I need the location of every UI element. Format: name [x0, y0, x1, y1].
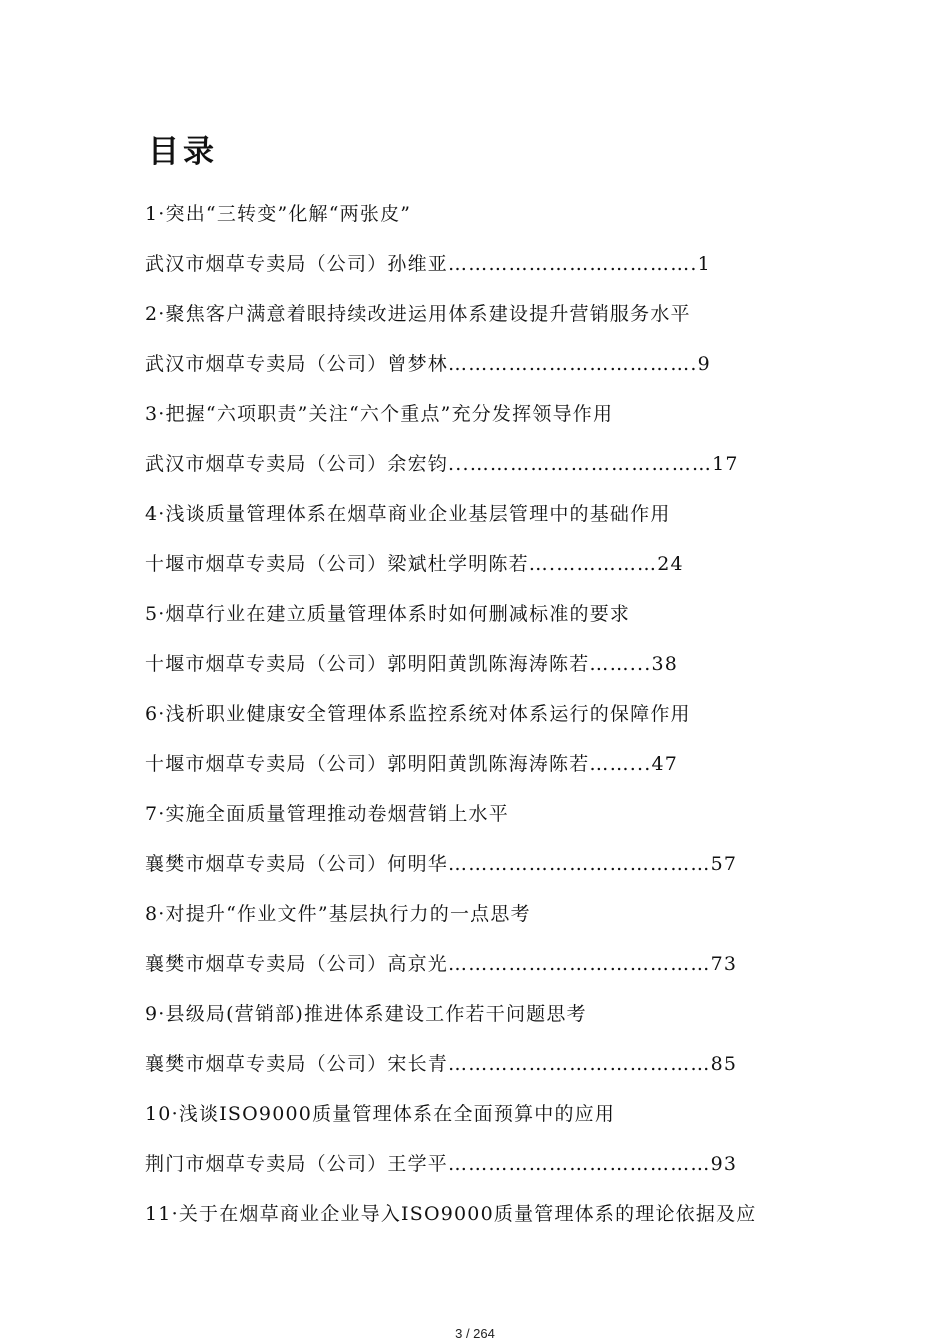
- toc-entry-2-byline: 武汉市烟草专卖局（公司）曾梦林……………………………….9: [145, 353, 711, 375]
- toc-entry-1-title[interactable]: 1·突出“三转变”化解“两张皮”: [145, 203, 412, 225]
- toc-entry-3-title[interactable]: 3·把握“六项职责”关注“六个重点”充分发挥领导作用: [145, 403, 614, 425]
- toc-entry-6-byline: 十堰市烟草专卖局（公司）郭明阳黄凯陈海涛陈若……...47: [145, 753, 679, 775]
- page-number: 3 / 264: [455, 1326, 495, 1341]
- toc-heading: 目录: [148, 134, 218, 170]
- toc-entry-5-title[interactable]: 5·烟草行业在建立质量管理体系时如何删减标准的要求: [145, 603, 631, 625]
- toc-entry-10-title[interactable]: 10·浅谈ISO9000质量管理体系在全面预算中的应用: [145, 1103, 616, 1125]
- toc-entry-9-byline: 襄樊市烟草专卖局（公司）宋长青…………………………………85: [145, 1053, 738, 1075]
- toc-entry-1-byline: 武汉市烟草专卖局（公司）孙维亚……………………………….1: [145, 253, 711, 275]
- toc-entry-7-title[interactable]: 7·实施全面质量管理推动卷烟营销上水平: [145, 803, 509, 825]
- toc-entry-8-title[interactable]: 8·对提升“作业文件”基层执行力的一点思考: [145, 903, 531, 925]
- toc-entry-4-title[interactable]: 4·浅谈质量管理体系在烟草商业企业基层管理中的基础作用: [145, 503, 671, 525]
- toc-entry-2-title[interactable]: 2·聚焦客户满意着眼持续改进运用体系建设提升营销服务水平: [145, 303, 691, 325]
- toc-list: [145, 198, 845, 1248]
- toc-entry-9-title[interactable]: 9·县级局(营销部)推进体系建设工作若干问题思考: [145, 1003, 587, 1025]
- toc-entry-3-byline: 武汉市烟草专卖局（公司）余宏钧...………………………………17: [145, 453, 739, 475]
- toc-entry-7-byline: 襄樊市烟草专卖局（公司）何明华…………………………………57: [145, 853, 738, 875]
- toc-entry-4-byline: 十堰市烟草专卖局（公司）梁斌杜学明陈若….……………24: [145, 553, 684, 575]
- toc-entry-10-byline: 荆门市烟草专卖局（公司）王学平…………………………………93: [145, 1153, 738, 1175]
- toc-entry-11-title[interactable]: 11·关于在烟草商业企业导入ISO9000质量管理体系的理论依据及应: [145, 1203, 757, 1225]
- toc-entry-5-byline: 十堰市烟草专卖局（公司）郭明阳黄凯陈海涛陈若……...38: [145, 653, 679, 675]
- toc-entry-6-title[interactable]: 6·浅析职业健康安全管理体系监控系统对体系运行的保障作用: [145, 703, 691, 725]
- toc-entry-8-byline: 襄樊市烟草专卖局（公司）高京光…………………………………73: [145, 953, 738, 975]
